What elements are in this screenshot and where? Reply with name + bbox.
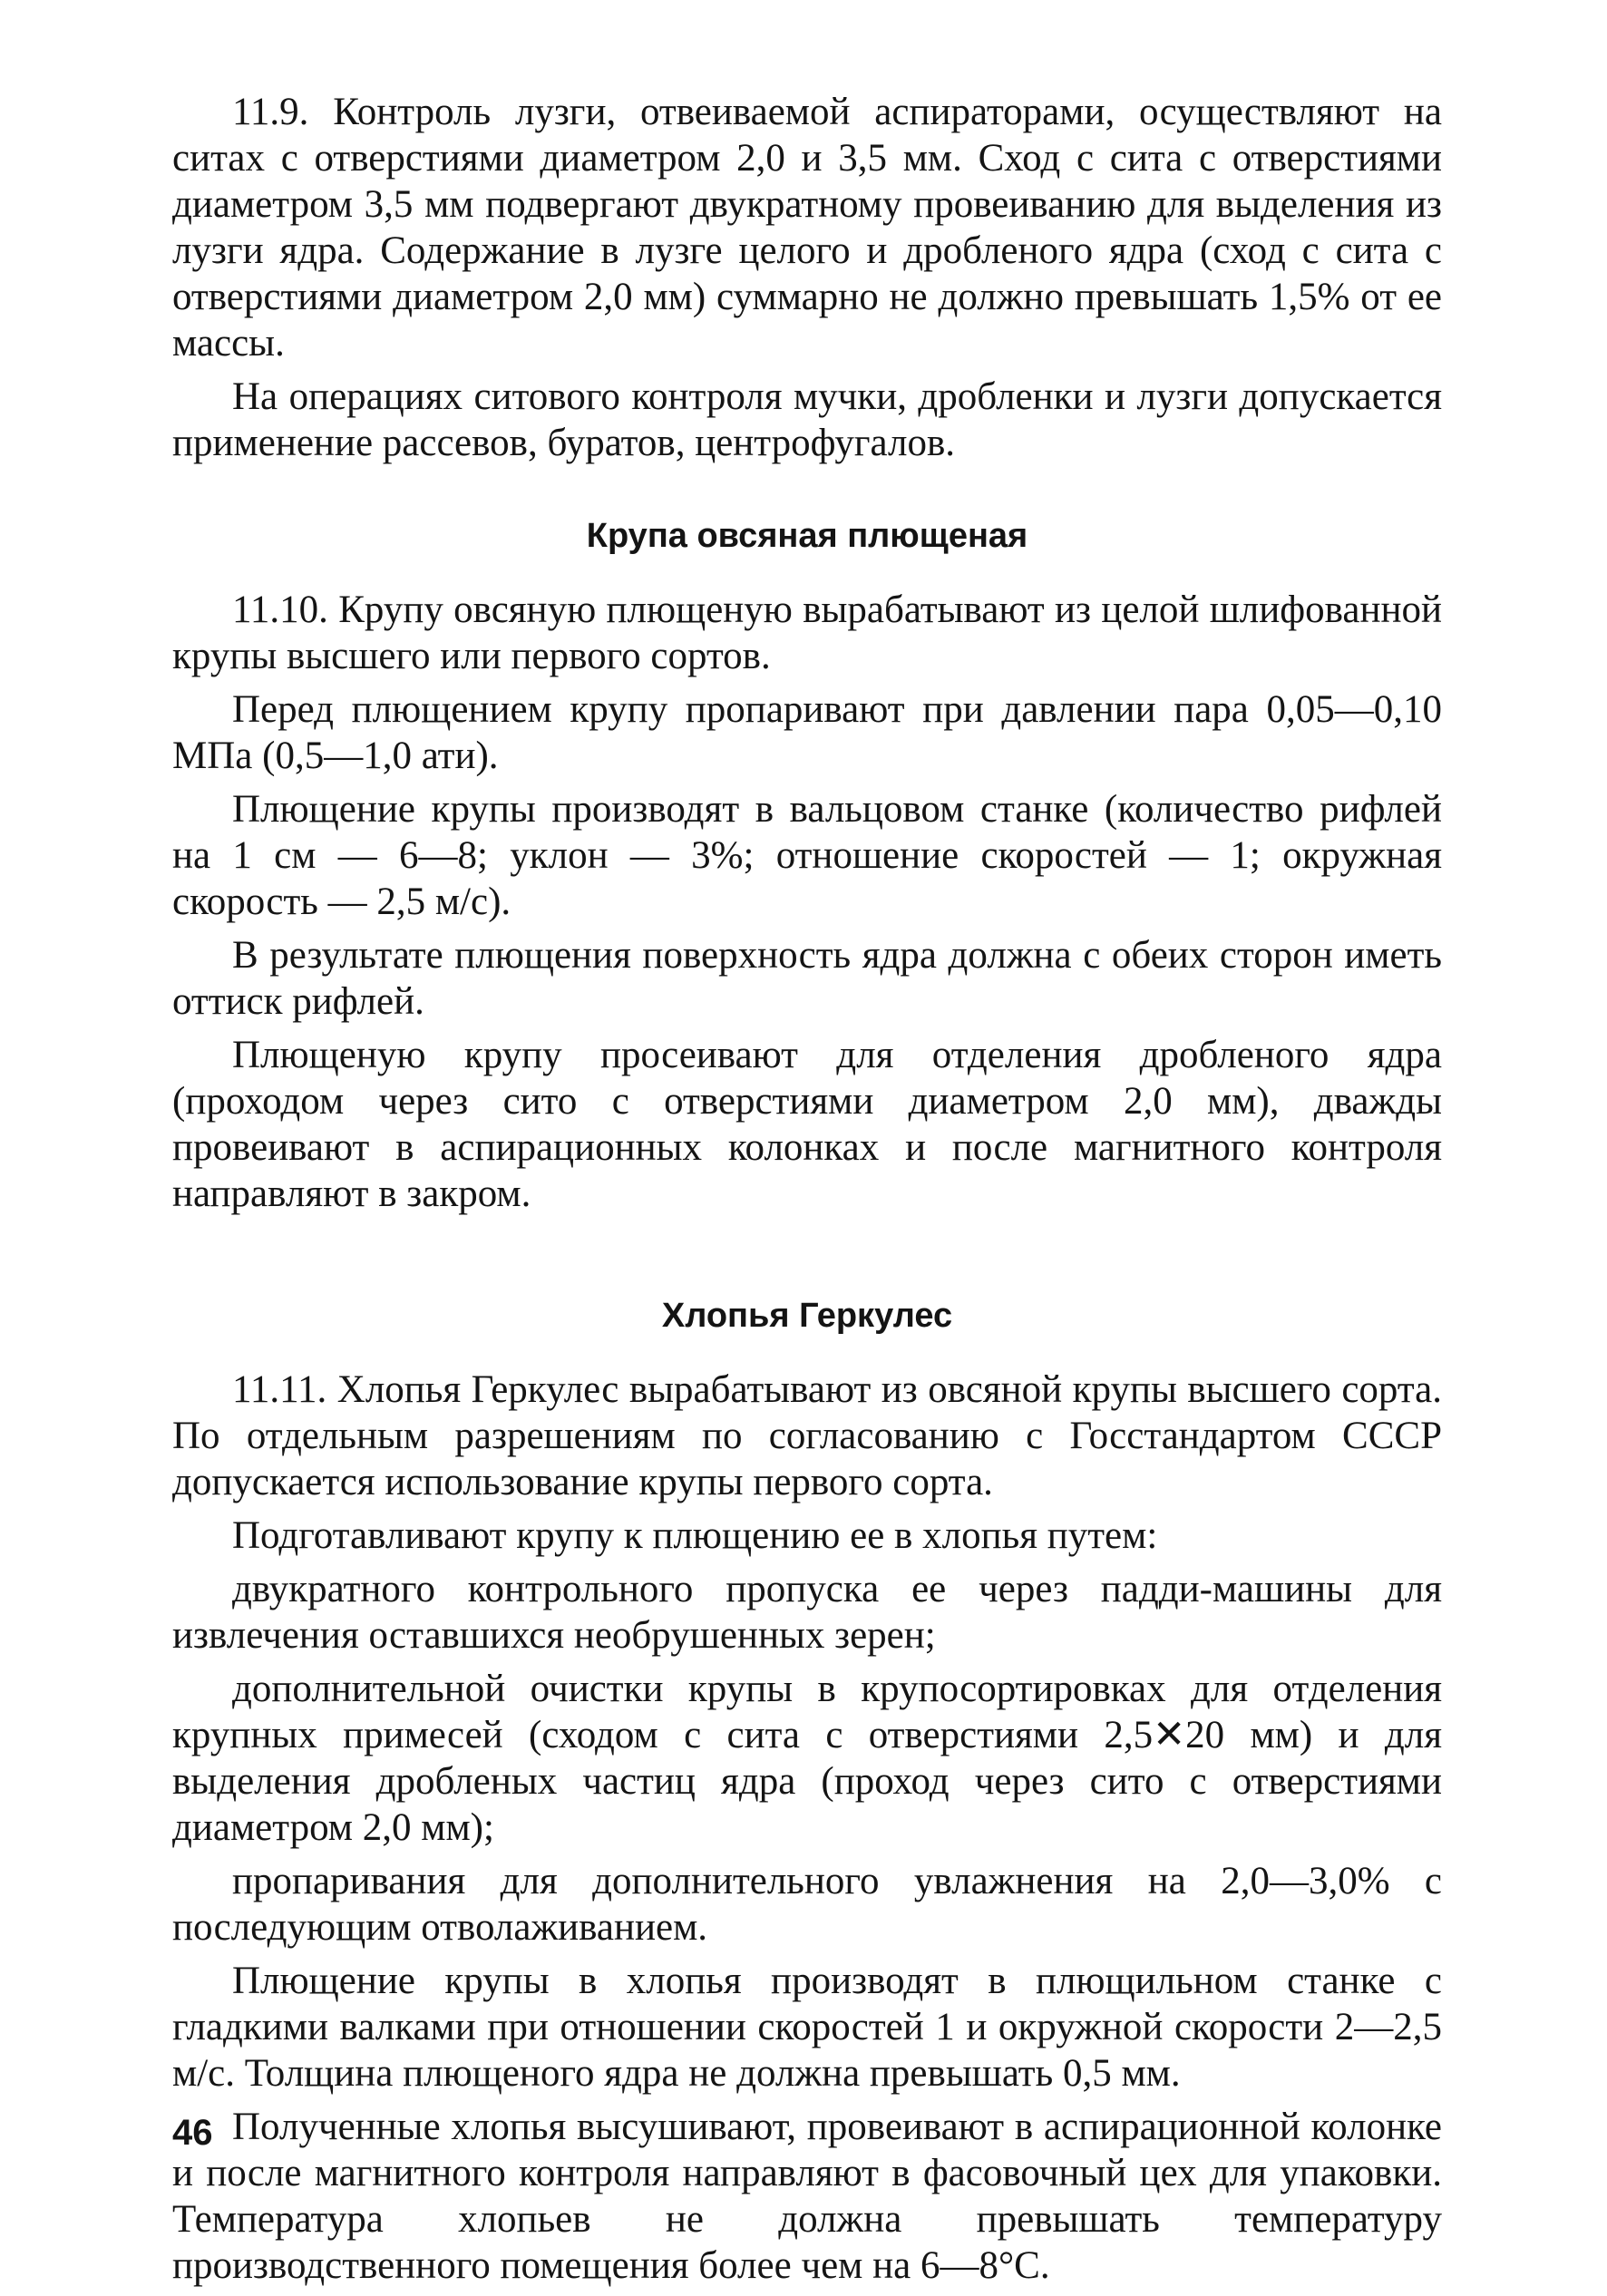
heading-hercules-flakes: Хлопья Геркулес [661, 1297, 953, 1335]
paragraph-sieve-control: На операциях ситового контроля мучки, дробленки и лузги допускается применение рассевов, буратов, центрофугалов. [172, 375, 1442, 464]
paragraph-sifting: Плющеную крупу просеивают для отделения дробленого ядра (проходом через сито с отверстиями диаметром 2,0 мм), дважды провеивают в аспирационных колонках и после магнитного контроля направляют в закром. [172, 1034, 1442, 1215]
paragraph-extra-cleaning: дополнительной очистки крупы в крупосортировках для отделения крупных примесей (сходом с сита с отверстиями 2,5✕20 мм) и для выделения дробленых частиц ядра (проход через сито с отверстиями диаметром 2,0 мм); [172, 1668, 1442, 1849]
page-number: 46 [172, 2113, 213, 2153]
paragraph-flattening: Плющение крупы производят в вальцовом станке (количество рифлей на 1 см — 6—8; уклон — 3%; отношение скоростей — 1; окружная скорость — 2,5 м/с). [172, 788, 1442, 923]
paragraph-drying: Полученные хлопья высушивают, провеивают в аспирационной колонке и после магнитного контроля направляют в фасовочный цех для упаковки. Температура хлопьев не должна превышать температуру производственного помещения более чем на 6—8°С. [172, 2106, 1442, 2287]
paragraph-preparation: Подготавливают крупу к плющению ее в хлопья путем: [232, 1514, 1158, 1557]
paragraph-11-11: 11.11. Хлопья Геркулес вырабатывают из овсяной крупы высшего сорта. По отдельным разрешениям по согласованию с Госстандартом СССР допускается использование крупы первого сорта. [172, 1368, 1442, 1503]
paragraph-result: В результате плющения поверхность ядра должна с обеих сторон иметь оттиск рифлей. [172, 934, 1442, 1023]
paragraph-flake-rolling: Плющение крупы в хлопья производят в плющильном станке с гладкими валками при отношении скоростей 1 и окружной скорости 2—2,5 м/с. Толщина плющеного ядра не должна превышать 0,5 мм. [172, 1960, 1442, 2095]
heading-oat-flattened: Крупа овсяная плющеная [586, 517, 1028, 555]
paragraph-moistening: пропаривания для дополнительного увлажнения на 2,0—3,0% с последующим отволаживанием. [172, 1860, 1442, 1949]
paragraph-steaming: Перед плющением крупу пропаривают при давлении пара 0,05—0,10 МПа (0,5—1,0 ати). [172, 688, 1442, 777]
paragraph-paddy-machines: двукратного контрольного пропуска ее через падди-машины для извлечения оставшихся необрушенных зерен; [172, 1568, 1442, 1657]
paragraph-11-10: 11.10. Крупу овсяную плющеную вырабатывают из целой шлифованной крупы высшего или первого сортов. [172, 589, 1442, 677]
paragraph-11-9: 11.9. Контроль лузги, отвеиваемой аспираторами, осуществляют на ситах с отверстиями диаметром 2,0 и 3,5 мм. Сход с сита с отверстиями диаметром 3,5 мм подвергают двукратному провеиванию для выделения из лузги ядра. Содержание в лузге целого и дробленого ядра (сход с сита с отверстиями диаметром 2,0 мм) суммарно не должно превышать 1,5% от ее массы. [172, 91, 1442, 365]
page-body [172, 89, 1442, 2296]
